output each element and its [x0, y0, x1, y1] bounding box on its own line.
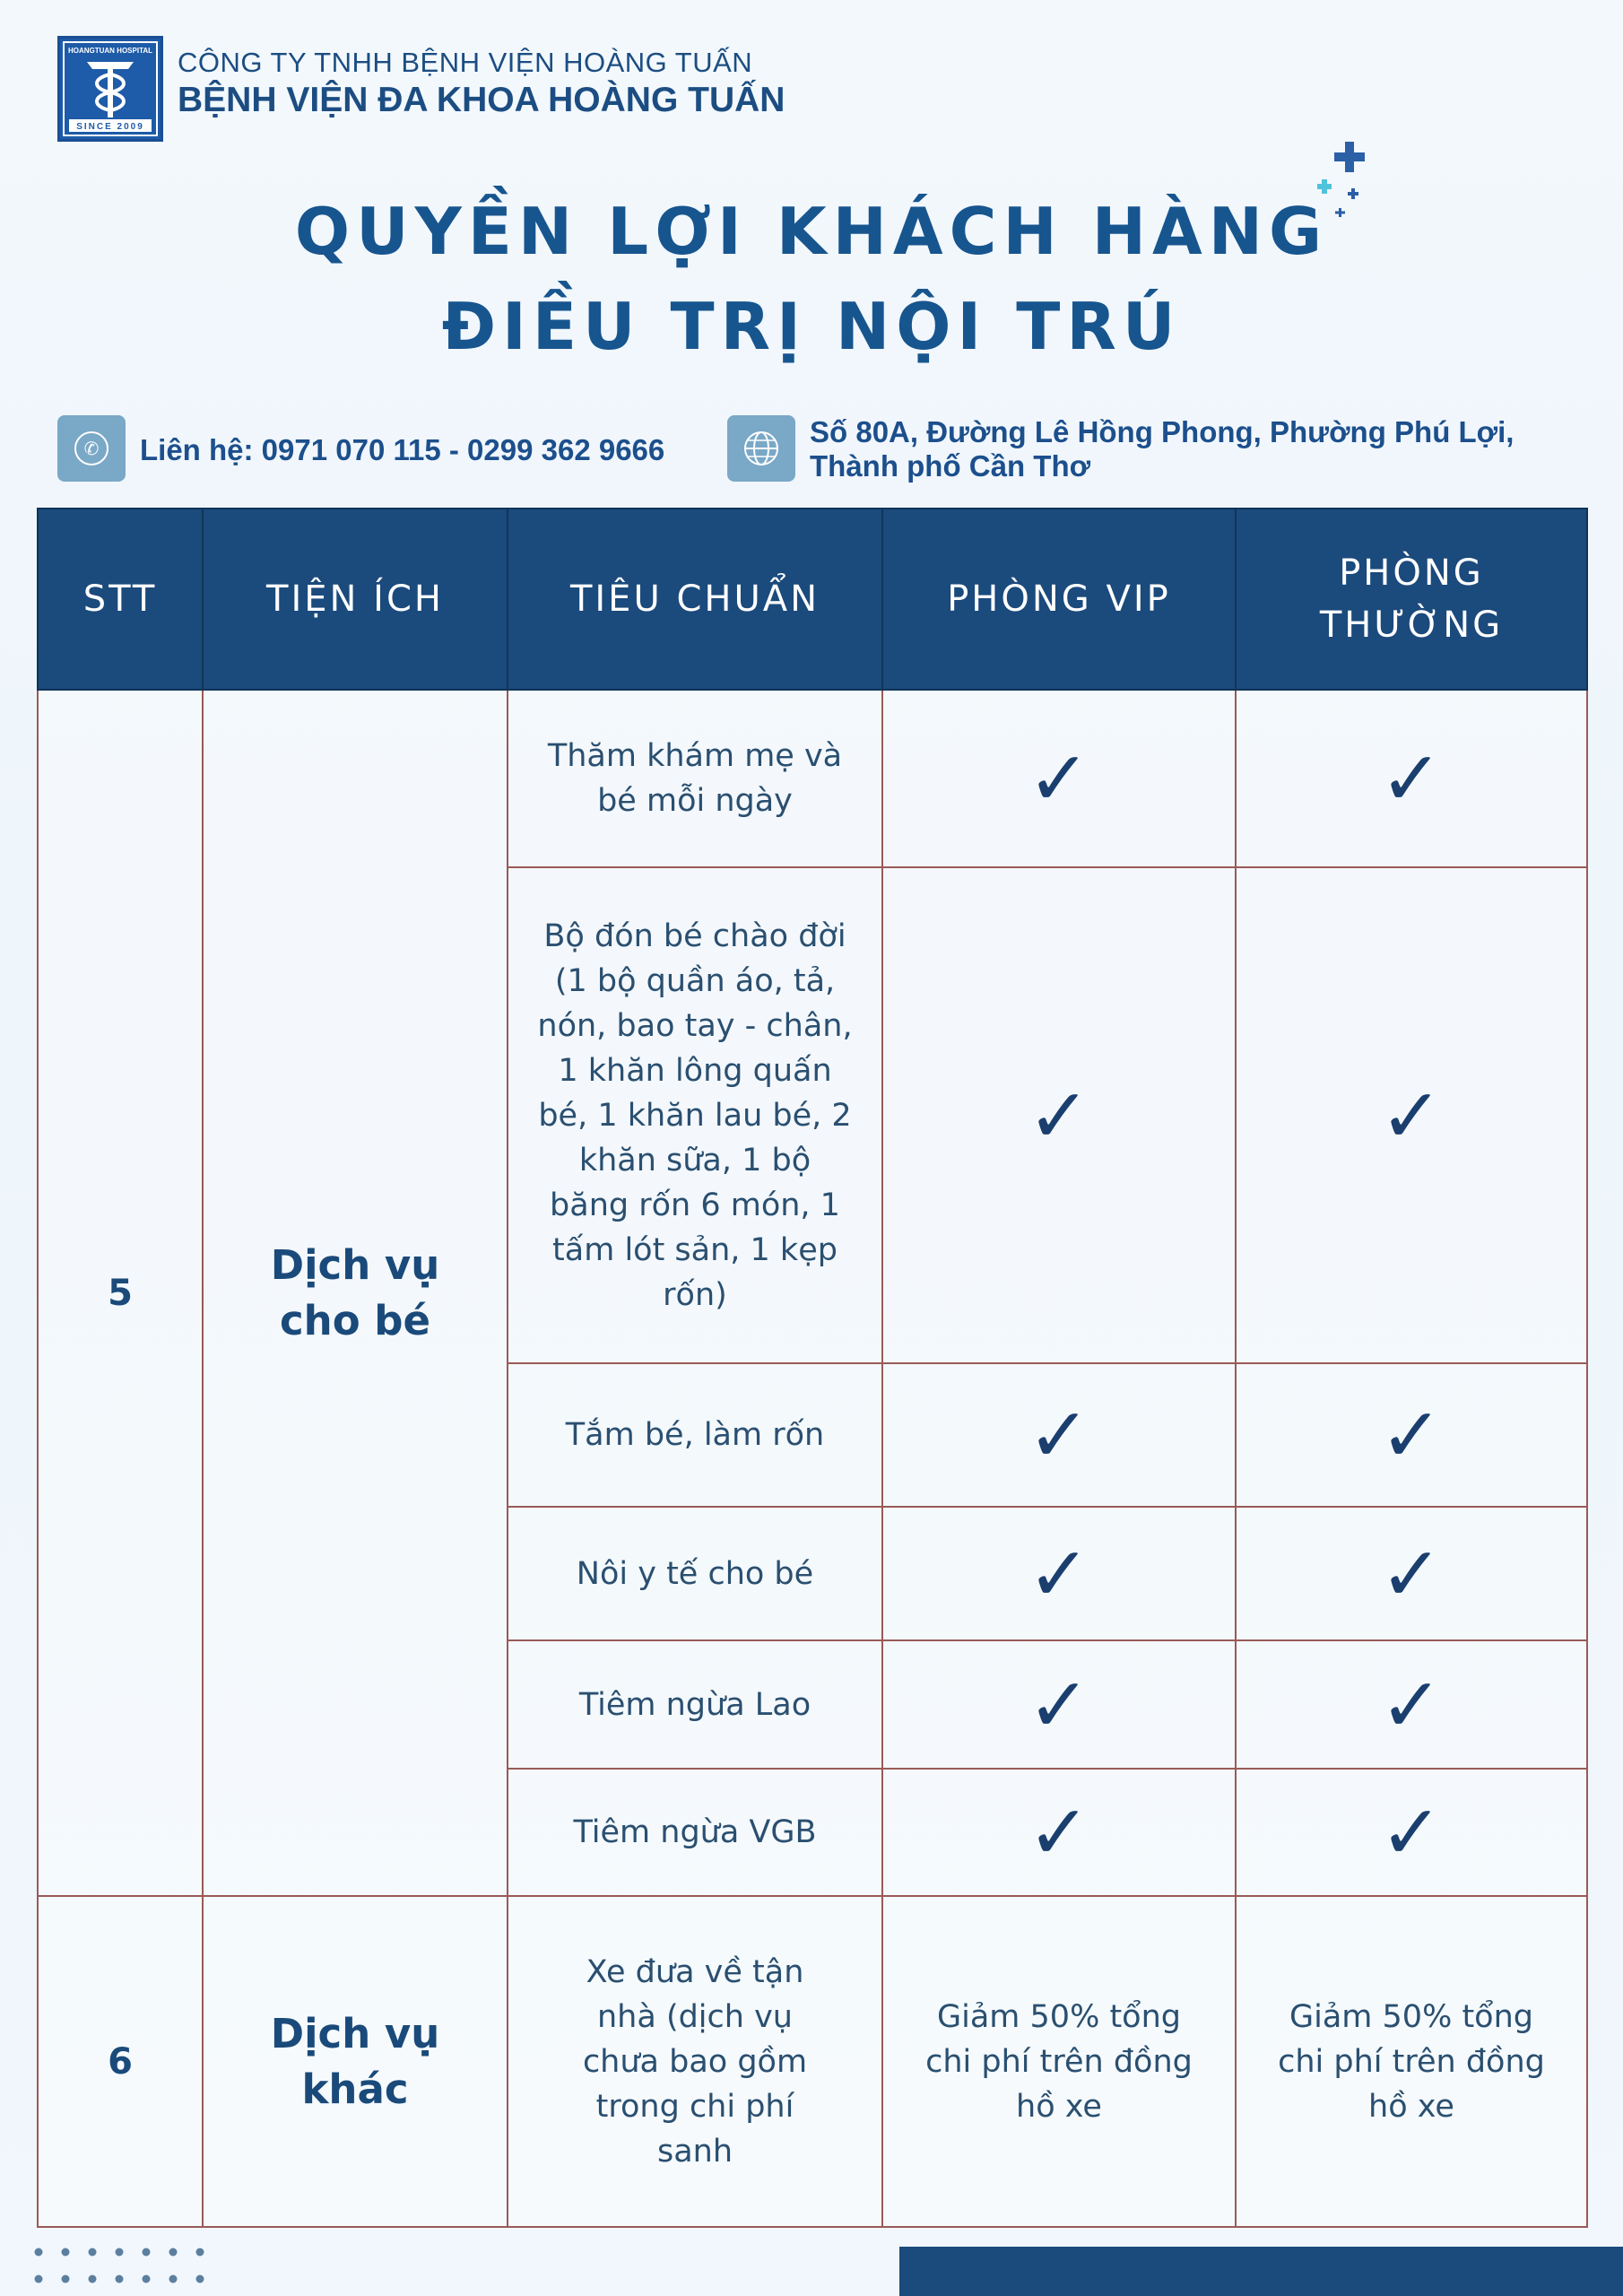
normal-check-icon: ✓ [1236, 1640, 1587, 1768]
stt-cell: 6 [38, 1896, 203, 2227]
normal-check-icon: ✓ [1236, 690, 1587, 867]
standard-cell: Tắm bé, làm rốn [508, 1363, 882, 1507]
title-line-2: ĐIỀU TRỊ NỘI TRÚ [441, 289, 1182, 364]
benefits-table [37, 508, 1588, 2228]
standard-cell: Thăm khám mẹ và bé mỗi ngày [508, 690, 882, 867]
decorative-dots [34, 2247, 222, 2296]
utility-cell: Dịch vụ cho bé [203, 690, 508, 1896]
globe-icon [727, 415, 795, 482]
stt-cell: 5 [38, 690, 203, 1896]
header-standard: TIÊU CHUẨN [508, 509, 882, 690]
address-text [810, 415, 1514, 483]
phone-icon: ✆ [57, 415, 126, 482]
title-line-1: QUYỀN LỢI KHÁCH HÀNG [294, 194, 1329, 269]
phone-text: Liên hệ: 0971 070 115 - 0299 362 9666 [140, 433, 665, 466]
logo-text-top: HOANGTUAN HOSPITAL [67, 47, 153, 55]
caduceus-icon [60, 39, 161, 139]
vip-check-icon: ✓ [882, 690, 1236, 867]
medical-cross-icon [1314, 136, 1385, 222]
logo-text-bottom: SINCE 2009 [76, 122, 144, 132]
normal-check-icon: ✓ [1236, 1363, 1587, 1507]
address-line-1: Số 80A, Đường Lê Hồng Phong, Phường Phú Lợi, [810, 415, 1515, 448]
utility-cell: Dịch vụ khác [203, 1896, 508, 2227]
standard-cell: Xe đưa về tận nhà (dịch vụ chưa bao gồm trong chi phí sanh [508, 1896, 882, 2227]
header-utility: TIỆN ÍCH [203, 509, 508, 690]
footer-bar [899, 2247, 1623, 2296]
vip-check-icon: ✓ [882, 1363, 1236, 1507]
vip-check-icon: ✓ [882, 1507, 1236, 1640]
normal-value-cell: Giảm 50% tổng chi phí trên đồng hồ xe [1236, 1896, 1587, 2227]
standard-cell: Bộ đón bé chào đời (1 bộ quần áo, tả, nón, bao tay - chân, 1 khăn lông quấn bé, 1 khăn lau bé, 2 khăn sữa, 1 bộ băng rốn 6 món, 1 tấm lót sản, 1 kẹp rốn) [508, 867, 882, 1362]
table-row [38, 1896, 1587, 2227]
header-stt: STT [38, 509, 203, 690]
company-block [178, 47, 785, 120]
vip-value-cell: Giảm 50% tổng chi phí trên đồng hồ xe [882, 1896, 1236, 2227]
table-row [38, 690, 1587, 867]
vip-check-icon: ✓ [882, 1640, 1236, 1768]
vip-check-icon: ✓ [882, 867, 1236, 1362]
header-normal-room: PHÒNG THƯỜNG [1236, 509, 1587, 690]
normal-check-icon: ✓ [1236, 1769, 1587, 1896]
header-vip-room: PHÒNG VIP [882, 509, 1236, 690]
standard-cell: Nôi y tế cho bé [508, 1507, 882, 1640]
table-header-row [38, 509, 1587, 690]
standard-cell: Tiêm ngừa VGB [508, 1769, 882, 1896]
hospital-name: BỆNH VIỆN ĐA KHOA HOÀNG TUẤN [178, 81, 785, 119]
normal-check-icon: ✓ [1236, 1507, 1587, 1640]
hospital-logo [57, 36, 163, 142]
address-line-2: Thành phố Cần Thơ [810, 449, 1091, 483]
vip-check-icon: ✓ [882, 1769, 1236, 1896]
standard-cell: Tiêm ngừa Lao [508, 1640, 882, 1768]
normal-check-icon: ✓ [1236, 867, 1587, 1362]
company-line: CÔNG TY TNHH BỆNH VIỆN HOÀNG TUẤN [178, 47, 753, 78]
